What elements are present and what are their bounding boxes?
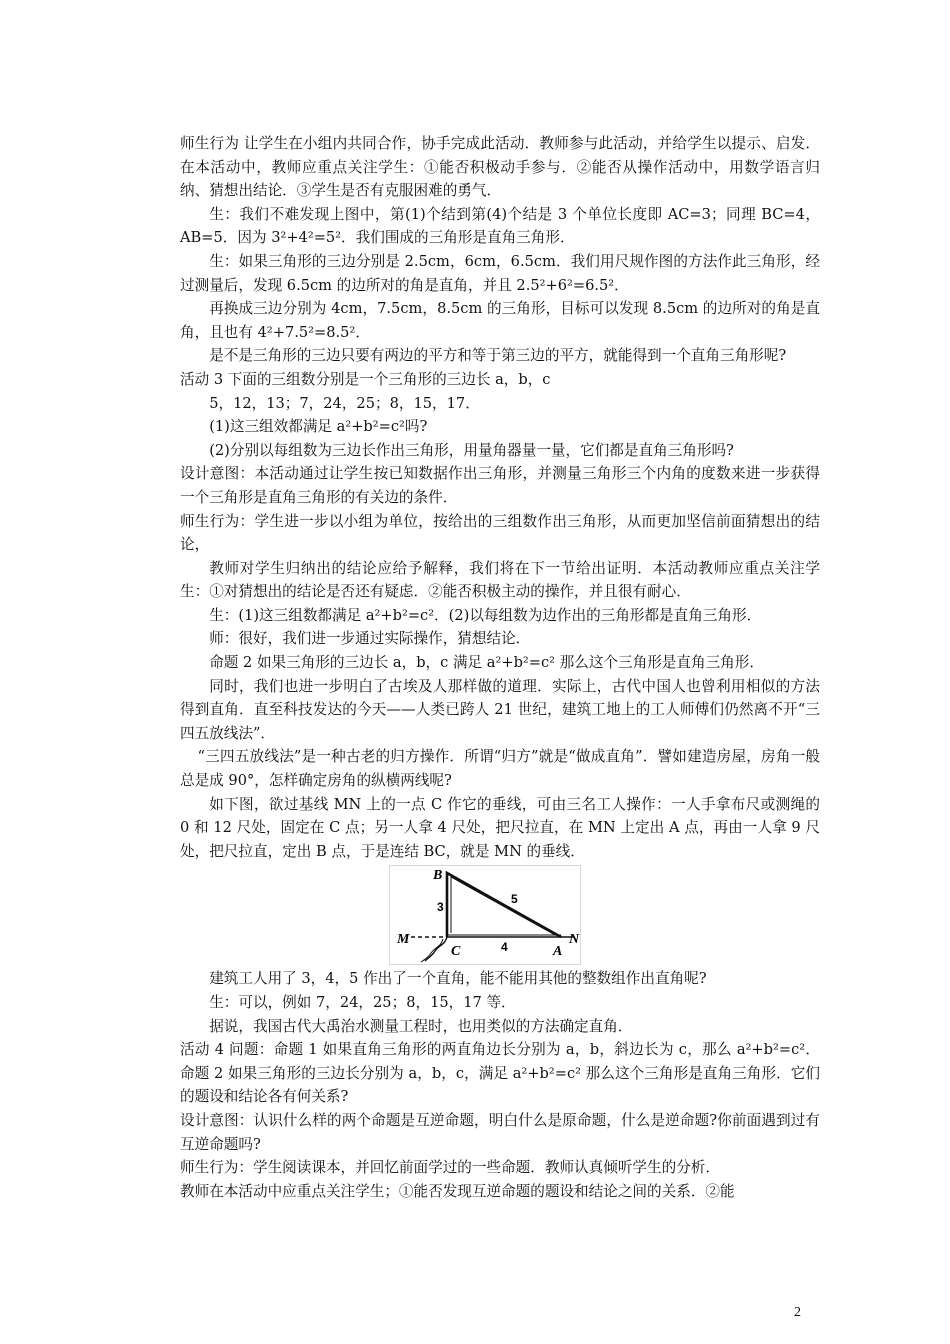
paragraph: 再换成三边分别为 4cm，7.5cm，8.5cm 的三角形，目标可以发现 8.5cm 的边所对的角是直角，且也有 4²+7.5²=8.5²．	[180, 300, 820, 341]
paragraph: “三四五放线法”是一种古老的归方操作．所谓“归方”就是“做成直角”．譬如建造房屋，房角一般总是成 90°，怎样确定房角的纵横两线呢?	[180, 748, 820, 790]
paragraph: 如下图，欲过基线 MN 上的一点 C 作它的垂线，可由三名工人操作：一人手拿布尺或测绳的 0 和 12 尺处，固定在 C 点；另一人拿 4 尺处，把尺拉直，在 MN 上定出 A 点，再由一人拿 9 尺处，把尺拉直，定出 B 点，于是连结 BC，就是 MN 的垂线．	[180, 795, 820, 860]
paragraph: (1)这三组效都满足 a²+b²=c²吗?	[209, 418, 428, 436]
activity-heading: 活动 4 问题：命题 1 如果直角三角形的两直角边长分别为 a，b，斜边长为 c，那么 a²+b²=c²．命题 2 如果三角形的三边长分别为 a，b，c，满足 a²+b²=c² 那么这个三角形是直角三角形．它们的题设和结论各有何关系?	[180, 1041, 820, 1106]
paragraph: 生：可以，例如 7，24，25；8，15，17 等．	[209, 994, 516, 1011]
document-body	[180, 132, 820, 1203]
paragraph: 设计意图：本活动通过让学生按已知数据作出三角形，并测量三角形三个内角的度数来进一步获得一个三角形是直角三角形的有关边的条件．	[180, 465, 820, 506]
triangle-diagram	[389, 865, 581, 965]
side-label-3: 3	[437, 900, 444, 915]
label-c: C	[451, 944, 461, 960]
paragraph: (2)分别以每组数为三边长作出三角形，用量角器量一量，它们都是直角三角形吗?	[209, 441, 734, 459]
label-n: N	[569, 932, 580, 948]
paragraph: 教师对学生归纳出的结论应给予解释，我们将在下一节给出证明．本活动教师应重点关注学生：①对猜想出的结论是否还有疑虑．②能否积极主动的操作，并且很有耐心．	[180, 559, 820, 601]
label-m: M	[397, 932, 410, 948]
paragraph: 教师在本活动中应重点关注学生；①能否发现互逆命题的题设和结论之间的关系．②能	[180, 1182, 735, 1200]
side-label-4: 4	[501, 940, 508, 955]
paragraph: 师：很好，我们进一步通过实际操作，猜想结论．	[209, 630, 531, 648]
proposition-2: 命题 2 如果三角形的三边长 a，b，c 满足 a²+b²=c² 那么这个三角形是直角三角形．	[209, 654, 764, 672]
label-a: A	[553, 944, 563, 960]
paragraph: 设计意图：认识什么样的两个命题是互逆命题，明白什么是原命题，什么是逆命题?你前面遇到过有互逆命题吗?	[180, 1111, 820, 1153]
paragraph: 师生行为 让学生在小组内共同合作，协手完成此活动．教师参与此活动，并给学生以提示、启发．在本活动中，教师应重点关注学生：①能否积极动手参与．②能否从操作活动中，用数学语言归纳、猜想出结论．③学生是否有克服困难的勇气．	[180, 135, 820, 200]
paragraph: 是不是三角形的三边只要有两边的平方和等于第三边的平方，就能得到一个直角三角形呢?	[209, 347, 787, 365]
paragraph: 师生行为：学生阅读课本，并回忆前面学过的一些命题．教师认真倾听学生的分析．	[180, 1159, 720, 1177]
paragraph: 生：如果三角形的三边分别是 2.5cm，6cm，6.5cm．我们用尺规作图的方法作此三角形，经过测量后，发现 6.5cm 的边所对的角是直角，并且 2.5²+6²=6.5²．	[180, 252, 820, 294]
page-number: 2	[794, 1305, 801, 1320]
activity-heading: 活动 3 下面的三组数分别是一个三角形的三边长 a，b，c	[180, 370, 551, 388]
paragraph: 生：我们不难发现上图中，第(1)个结到第(4)个结是 3 个单位长度即 AC=3；同理 BC=4，AB=5．因为 3²+4²=5²．我们围成的三角形是直角三角形．	[180, 205, 820, 247]
right-triangle-figure	[180, 863, 820, 967]
label-b: B	[433, 868, 443, 884]
paragraph: 建筑工人用了 3，4，5 作出了一个直角，能不能用其他的整数组作出直角呢?	[209, 970, 707, 988]
paragraph: 师生行为：学生进一步以小组为单位，按给出的三组数作出三角形，从而更加坚信前面猜想出的结论，	[180, 512, 820, 554]
paragraph: 同时，我们也进一步明白了古埃及人那样做的道理．实际上，古代中国人也曾利用相似的方法得到直角．直至科技发达的今天——人类已跨人 21 世纪，建筑工地上的工人师傅们仍然离不开“三四五放线法”．	[180, 677, 820, 742]
side-label-5: 5	[511, 892, 518, 907]
paragraph: 生：(1)这三组数都满足 a²+b²=c²．(2)以每组数为边作出的三角形都是直角三角形．	[209, 606, 762, 624]
paragraph: 据说，我国古代大禹治水测量工程时，也用类似的方法确定直角．	[209, 1017, 633, 1035]
paragraph: 5，12，13；7，24，25；8，15，17．	[209, 394, 480, 412]
